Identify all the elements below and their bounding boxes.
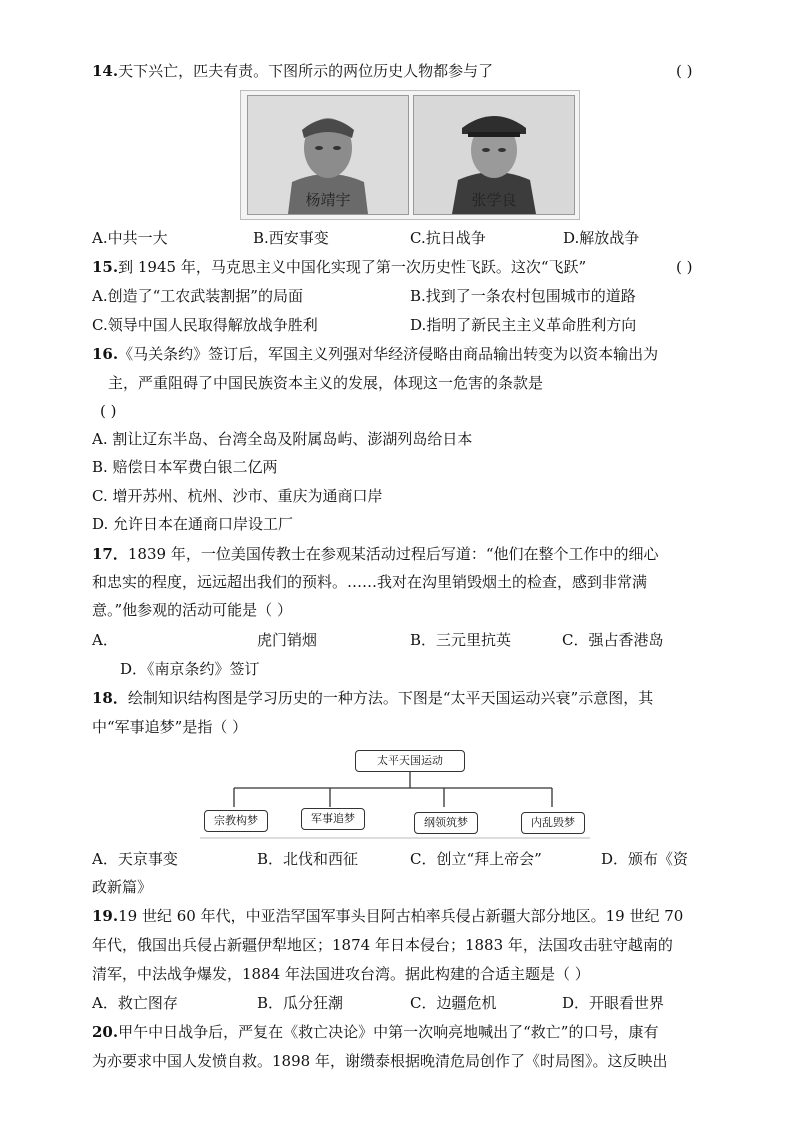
q18-number: 18． — [92, 689, 128, 707]
q16-option-b[interactable]: B. 赔偿日本军费白银二亿两 — [92, 458, 278, 476]
q17-option-a-label[interactable]: A． — [92, 631, 118, 649]
q15-text: 到 1945 年，马克思主义中国化实现了第一次历史性飞跃。这次“飞跃” — [118, 258, 587, 276]
q19-option-b[interactable]: B．瓜分狂潮 — [257, 994, 344, 1012]
q17-option-d[interactable]: D．《南京条约》签订 — [120, 660, 260, 678]
portrait-left-caption: 杨靖宇 — [305, 191, 351, 209]
q19-option-a[interactable]: A．救亡图存 — [92, 994, 178, 1012]
q15-answer-paren: ( ) — [676, 258, 693, 276]
q15-stem — [92, 256, 586, 278]
q18-text-line1: 绘制知识结构图是学习历史的一种方法。下图是“太平天国运动兴衰”示意图，其 — [127, 689, 654, 707]
diagram-node-program: 纲领筑梦 — [414, 812, 478, 834]
taiping-structure-diagram — [200, 745, 600, 845]
q15-option-c[interactable]: C.领导中国人民取得解放战争胜利 — [92, 316, 318, 334]
q17-stem-line1 — [92, 543, 659, 565]
q19-option-c[interactable]: C．边疆危机 — [410, 994, 497, 1012]
q19-stem-line2: 年代，俄国出兵侵占新疆伊犁地区；1874 年日本侵台；1883 年，法国攻击驻守越南的 — [92, 936, 673, 954]
q19-stem-line3: 清军，中法战争爆发，1884 年法国进攻台湾。据此构建的合适主题是（ ） — [92, 965, 590, 983]
q14-option-a[interactable]: A.中共一大 — [92, 229, 168, 247]
q14-stem — [92, 60, 493, 82]
q17-stem-line2: 和忠实的程度，远远超出我们的预料。……我对在沟里销毁烟土的检查，感到非常满 — [92, 573, 648, 591]
q16-number: 16. — [92, 345, 119, 363]
q19-stem-line1 — [92, 905, 683, 927]
q16-stem-line1 — [92, 343, 658, 365]
q18-option-d-continued[interactable]: 政新篇》 — [92, 878, 153, 896]
q18-option-a[interactable]: A．天京事变 — [92, 850, 178, 868]
q16-answer-paren: ( ) — [100, 402, 117, 420]
q14-option-d[interactable]: D.解放战争 — [563, 229, 640, 247]
q17-option-a[interactable]: 虎门销烟 — [257, 631, 318, 649]
q18-stem-line1 — [92, 687, 653, 709]
diagram-node-military: 军事追梦 — [301, 808, 365, 830]
q16-text-line1: 《马关条约》签订后，军国主义列强对华经济侵略由商品输出转变为以资本输出为 — [118, 345, 659, 363]
q20-stem-line2: 为亦要求中国人发愤自救。1898 年，谢缵泰根据晚清危局创作了《时局图》。这反映出 — [92, 1052, 668, 1070]
q17-stem-line3: 意。”他参观的活动可能是（ ） — [92, 601, 292, 619]
q15-number: 15. — [92, 258, 119, 276]
q16-option-c[interactable]: C. 增开苏州、杭州、沙市、重庆为通商口岸 — [92, 487, 383, 505]
portrait-right-caption: 张学良 — [471, 191, 517, 209]
q17-option-b[interactable]: B．三元里抗英 — [410, 631, 512, 649]
q18-option-b[interactable]: B．北伐和西征 — [257, 850, 359, 868]
q16-option-a[interactable]: A. 割让辽东半岛、台湾全岛及附属岛屿、澎湖列岛给日本 — [92, 430, 473, 448]
q17-option-c[interactable]: C．强占香港岛 — [562, 631, 664, 649]
q15-option-a[interactable]: A.创造了“工农武装割据”的局面 — [92, 287, 303, 305]
q15-option-d[interactable]: D.指明了新民主主义革命胜利方向 — [410, 316, 637, 334]
diagram-node-religion: 宗教构梦 — [204, 810, 268, 832]
diagram-root-box: 太平天国运动 — [355, 750, 465, 772]
q20-text-line1: 甲午中日战争后，严复在《救亡决论》中第一次响亮地喊出了“救亡”的口号，康有 — [118, 1023, 659, 1041]
q14-option-b[interactable]: B.西安事变 — [253, 229, 329, 247]
portrait-zhang-xueliang — [413, 95, 575, 215]
q16-option-d[interactable]: D. 允许日本在通商口岸设工厂 — [92, 515, 294, 533]
q18-stem-line2: 中“军事追梦”是指（ ） — [92, 718, 248, 736]
q14-photo-pair — [240, 90, 580, 220]
q19-number: 19. — [92, 907, 119, 925]
diagram-node-infighting: 内乱毁梦 — [521, 812, 585, 834]
q20-number: 20. — [92, 1023, 119, 1041]
q19-option-d[interactable]: D．开眼看世界 — [562, 994, 665, 1012]
q18-option-c[interactable]: C．创立“拜上帝会” — [410, 850, 542, 868]
q15-option-b[interactable]: B.找到了一条农村包围城市的道路 — [410, 287, 636, 305]
q14-number: 14. — [92, 62, 119, 80]
q19-text-line1: 19 世纪 60 年代，中亚浩罕国军事头目阿古柏率兵侵占新疆大部分地区。19 世纪 70 — [118, 907, 684, 925]
q16-stem-line2: 主，严重阻碍了中国民族资本主义的发展，体现这一危害的条款是 — [108, 374, 544, 392]
q14-option-c[interactable]: C.抗日战争 — [410, 229, 486, 247]
q14-answer-paren: ( ) — [676, 62, 693, 80]
q18-option-d[interactable]: D．颁布《资 — [601, 850, 689, 868]
q14-text: 天下兴亡，匹夫有责。下图所示的两位历史人物都参与了 — [118, 62, 494, 80]
q20-stem-line1 — [92, 1021, 658, 1043]
portrait-yang-jingyu — [247, 95, 409, 215]
q17-number: 17． — [92, 545, 128, 563]
q17-text-line1: 1839 年，一位美国传教士在参观某活动过程后写道：“他们在整个工作中的细心 — [127, 545, 659, 563]
